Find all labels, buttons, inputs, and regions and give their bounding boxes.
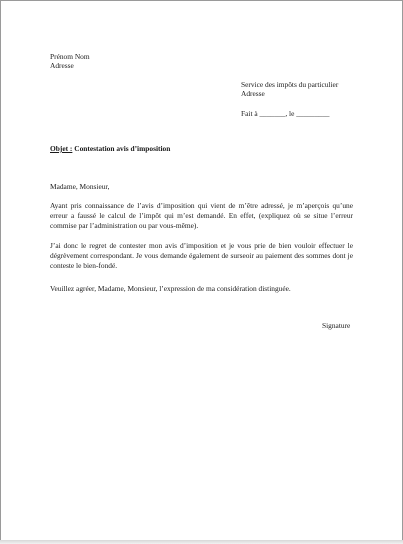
- body-paragraph: J’ai donc le regret de contester mon avis d’imposition et je vous prie de bien vouloir effectuer le dégrèvement correspondant. Je vous demande également de surseoir au paiement des sommes dont je conteste le bien-fondé.: [50, 241, 353, 270]
- subject-text: Contestation avis d’imposition: [74, 144, 171, 153]
- page-edge-shadow: [0, 540, 403, 544]
- sender-name: Prénom Nom: [50, 52, 90, 61]
- subject-label: Objet :: [50, 144, 73, 153]
- body-paragraph: Ayant pris connaissance de l’avis d’imposition qui vient de m’être adressé, je m’aperçois qu’une erreur a faussé le calcul de l’impôt qui m’est demandé. En effet, (expliquez où se situe l’erreur commise par l’administration ou par vous-même).: [50, 201, 353, 230]
- sender-address: Adresse: [50, 61, 74, 70]
- recipient-block: [241, 80, 338, 98]
- salutation: Madame, Monsieur,: [50, 182, 110, 191]
- recipient-address: Adresse: [241, 89, 265, 98]
- signature: Signature: [322, 321, 351, 330]
- date-line: Fait à _______, le _________: [241, 109, 330, 118]
- subject-line: [50, 144, 170, 153]
- recipient-service: Service des impôts du particulier: [241, 80, 339, 89]
- closing-formula: Veuillez agréer, Madame, Monsieur, l’expression de ma considération distinguée.: [50, 284, 291, 293]
- sender-block: [50, 52, 90, 70]
